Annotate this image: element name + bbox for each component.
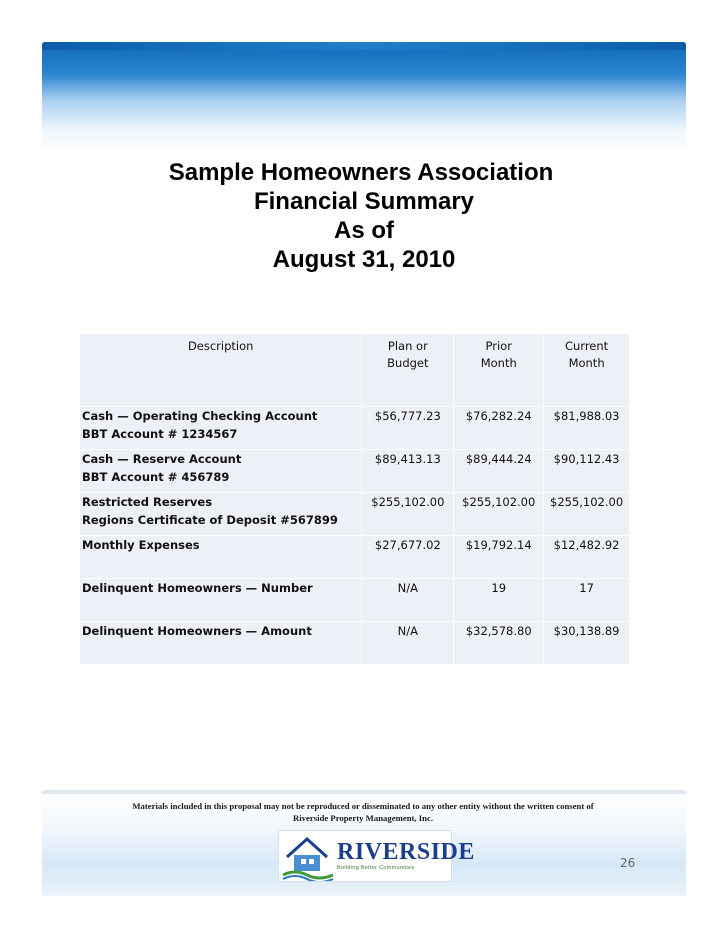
table-row bbox=[80, 493, 630, 536]
row-current: $90,112.43 bbox=[544, 450, 630, 493]
row-current: $30,138.89 bbox=[544, 622, 630, 665]
row-plan: $89,413.13 bbox=[362, 450, 454, 493]
row-current: $255,102.00 bbox=[544, 493, 630, 536]
header-description: Description bbox=[80, 334, 362, 407]
row-current: $81,988.03 bbox=[544, 407, 630, 450]
row-prior: $255,102.00 bbox=[454, 493, 544, 536]
page-title bbox=[0, 158, 728, 274]
row-prior: 19 bbox=[454, 579, 544, 622]
disclaimer bbox=[60, 800, 666, 824]
header-current: Current Month bbox=[544, 334, 630, 407]
row-plan: N/A bbox=[362, 622, 454, 665]
disclaimer-line-2: Riverside Property Management, Inc. bbox=[292, 813, 434, 823]
table-header-row bbox=[80, 334, 630, 407]
riverside-logo bbox=[278, 830, 475, 882]
row-prior: $76,282.24 bbox=[454, 407, 544, 450]
row-prior: $32,578.80 bbox=[454, 622, 544, 665]
row-description: Cash — Operating Checking Account BBT Account # 1234567 bbox=[80, 407, 362, 450]
page-number: 26 bbox=[620, 856, 636, 870]
row-plan: $255,102.00 bbox=[362, 493, 454, 536]
row-description: Delinquent Homeowners — Number bbox=[80, 579, 362, 622]
row-prior: $89,444.24 bbox=[454, 450, 544, 493]
logo-name: RIVERSIDE bbox=[337, 839, 475, 865]
table-row bbox=[80, 407, 630, 450]
header-plan: Plan or Budget bbox=[362, 334, 454, 407]
row-plan: N/A bbox=[362, 579, 454, 622]
row-prior: $19,792.14 bbox=[454, 536, 544, 579]
title-line-4: August 31, 2010 bbox=[272, 246, 456, 273]
logo-tagline: Building Better Communities bbox=[337, 865, 415, 871]
title-line-1: Sample Homeowners Association bbox=[168, 159, 554, 186]
title-line-3: As of bbox=[334, 217, 394, 244]
row-plan: $27,677.02 bbox=[362, 536, 454, 579]
table-row bbox=[80, 622, 630, 665]
row-current: $12,482.92 bbox=[544, 536, 630, 579]
row-plan: $56,777.23 bbox=[362, 407, 454, 450]
table-row bbox=[80, 450, 630, 493]
disclaimer-line-1: Materials included in this proposal may not be reproduced or disseminated to any other entity without the written consent of bbox=[132, 801, 594, 811]
row-description: Delinquent Homeowners — Amount bbox=[80, 622, 362, 665]
table-row bbox=[80, 579, 630, 622]
row-description: Restricted Reserves Regions Certificate of Deposit #567899 bbox=[80, 493, 362, 536]
financial-summary-table bbox=[80, 334, 630, 665]
row-description: Cash — Reserve Account BBT Account # 456789 bbox=[80, 450, 362, 493]
table-row bbox=[80, 536, 630, 579]
house-icon bbox=[281, 831, 337, 881]
header-prior: Prior Month bbox=[454, 334, 544, 407]
row-description: Monthly Expenses bbox=[80, 536, 362, 579]
title-line-2: Financial Summary bbox=[253, 188, 475, 215]
row-current: 17 bbox=[544, 579, 630, 622]
